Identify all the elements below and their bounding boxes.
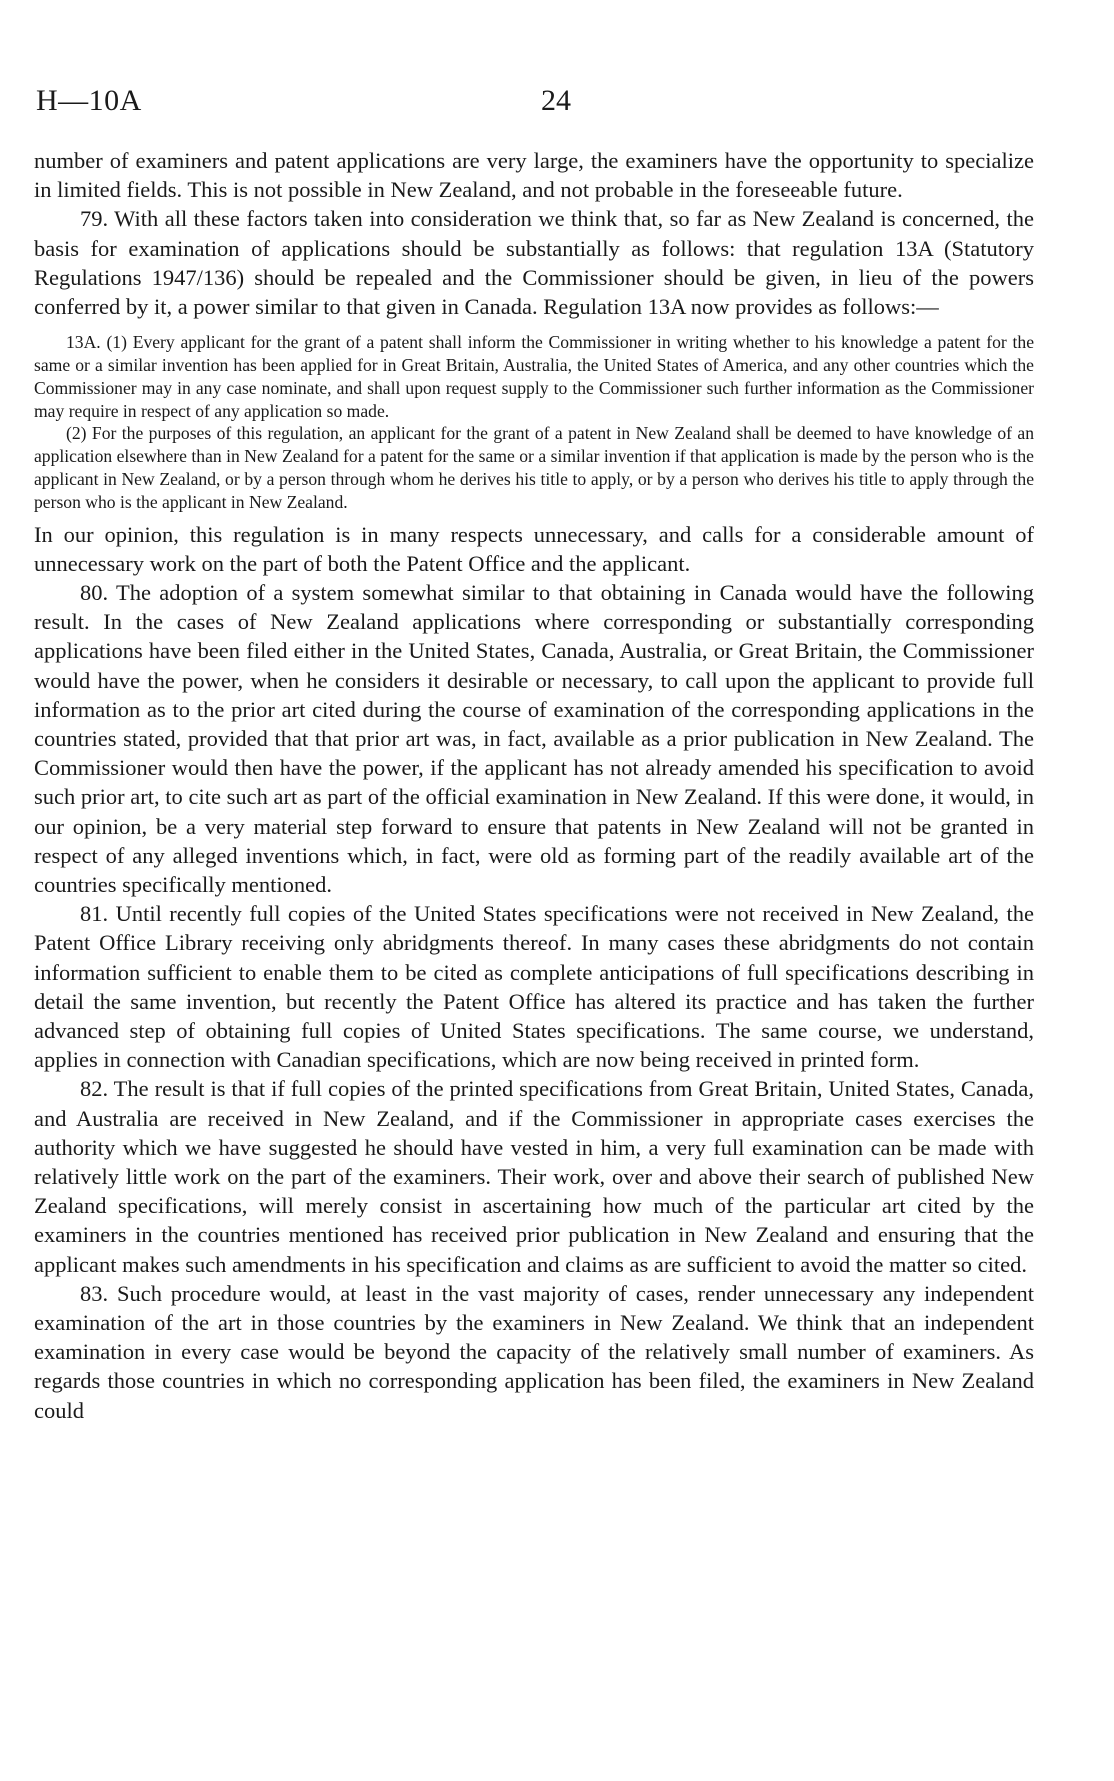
paragraph-opinion: In our opinion, this regulation is in many respects unnecessary, and calls for a considerable amount of unnecessary work on the part of both the Patent Office and the applicant. xyxy=(34,521,1034,576)
paragraph-continuation: number of examiners and patent applications are very large, the examiners have the opportunity to specialize in limited fields. This is not possible in New Zealand, and not probable in the foreseeable future. xyxy=(34,148,1034,203)
paragraph-83: 83. Such procedure would, at least in the vast majority of cases, render unnecessary any independent examination of the art in those countries by the examiners in New Zealand. We think that an independent examination in every case would be beyond the capacity of the relatively small number of examiners. As regards those countries in which no corresponding application has been filed, the examiners in New Zealand could xyxy=(34,1280,1034,1423)
regulation-13a-clause-2: (2) For the purposes of this regulation, an applicant for the grant of a patent in New Zealand shall be deemed to have knowledge of an application elsewhere than in New Zealand for a patent for the same or a similar invention if that application is made by the person who is the applicant in New Zealand, or by a person through whom he derives his title to apply, or by a person who derives his title to apply through the person who is the applicant in New Zealand. xyxy=(34,423,1034,512)
page-header xyxy=(36,84,1078,124)
paragraph-79: 79. With all these factors taken into consideration we think that, so far as New Zealand is concerned, the basis for examination of applications should be substantially as follows: that regulation 13A (Statutory Regulations 1947/136) should be repealed and the Commissioner should be given, in lieu of the powers conferred by it, a power similar to that given in Canada. Regulation 13A now provides as follows:— xyxy=(34,206,1034,320)
paragraph-80: 80. The adoption of a system somewhat similar to that obtaining in Canada would have the following result. In the cases of New Zealand applications where corresponding or substantially corresponding applications have been filed either in the United States, Canada, Australia, or Great Britain, the Commissioner would have the power, when he considers it desirable or necessary, to call upon the applicant to provide full information as to the prior art cited during the course of examination of the corresponding applications in the countries stated, provided that that prior art was, in fact, available as a prior publication in New Zealand. The Commissioner would then have the power, if the applicant has not already amended his specification to avoid such prior art, to cite such art as part of the official examination in New Zealand. If this were done, it would, in our opinion, be a very material step forward to ensure that patents in New Zealand will not be granted in respect of any alleged inventions which, in fact, were old as forming part of the readily available art of the countries specifically mentioned. xyxy=(34,580,1034,898)
paragraph-81: 81. Until recently full copies of the United States specifications were not received in New Zealand, the Patent Office Library receiving only abridgments thereof. In many cases these abridgments do not contain information sufficient to enable them to be cited as complete anticipations of full specifications describing in detail the same invention, but recently the Patent Office has altered its practice and has taken the further advanced step of obtaining full copies of United States specifications. The same course, we understand, applies in connection with Canadian specifications, which are now being received in printed form. xyxy=(34,901,1034,1073)
regulation-13a-clause-1: 13A. (1) Every applicant for the grant of a patent shall inform the Commissioner in writing whether to his knowledge a patent for the same or a similar invention has been applied for in Great Britain, Australia, the United States of America, and any other countries which the Commissioner may in any case nominate, and shall upon request supply to the Commissioner such further information as the Commissioner may require in respect of any application so made. xyxy=(34,332,1034,421)
paragraph-82: 82. The result is that if full copies of the printed specifications from Great Britain, United States, Canada, and Australia are received in New Zealand, and if the Commissioner in appropriate cases exercises the authority which we have suggested he should have vested in him, a very full examination can be made with relatively little work on the part of the examiners. Their work, over and above their search of published New Zealand specifications, will merely consist in ascertaining how much of the particular art cited by the examiners in the countries mentioned has received prior publication in New Zealand and ensuring that the applicant makes such amendments in his specification and claims as are sufficient to avoid the matter so cited. xyxy=(34,1076,1034,1277)
page-number: 24 xyxy=(541,84,571,117)
body-text xyxy=(34,146,1034,1425)
regulation-quote xyxy=(34,331,1034,513)
report-reference: H—10A xyxy=(36,84,142,117)
